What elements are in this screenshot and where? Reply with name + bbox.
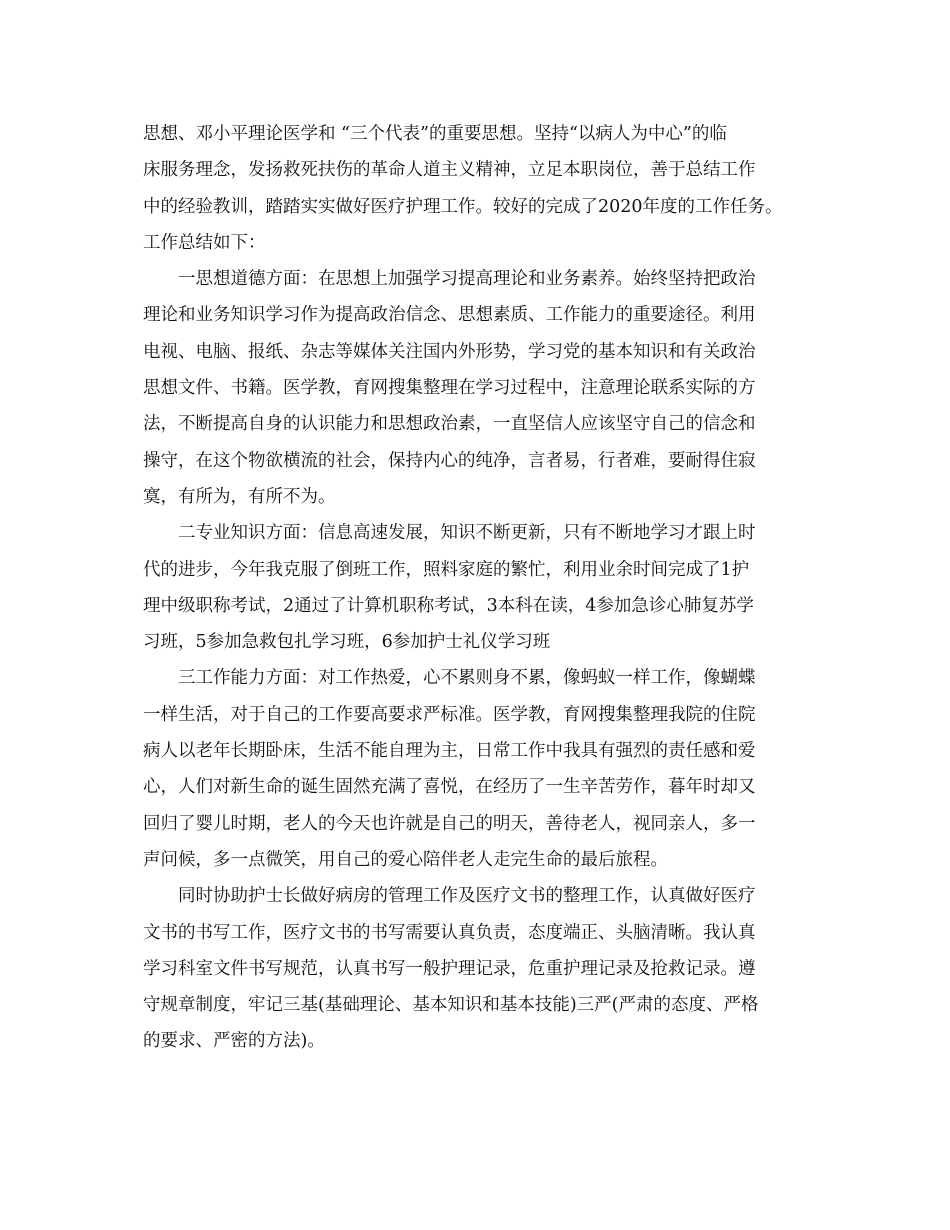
- text-line: 思想、邓小平理论医学和 “三个代表”的重要思想。坚持“以病人为中心”的临: [143, 124, 727, 144]
- text-line: 思想文件、书籍。医学教，育网搜集整理在学习过程中，注意理论联系实际的方: [143, 378, 756, 399]
- text-line: 声问候，多一点微笑，用自己的爱心陪伴老人走完生命的最后旅程。: [143, 849, 668, 870]
- paragraph-ideology: [143, 261, 823, 515]
- paragraph-ability: [143, 660, 823, 878]
- text-line: 习班，5参加急救包扎学习班，6参加护士礼仪学习班: [143, 632, 551, 653]
- text-line: 回归了婴儿时期，老人的今天也许就是自己的明天，善待老人，视同亲人，多一: [143, 813, 756, 834]
- document-body: [143, 116, 823, 1060]
- text-line: 电视、电脑、报纸、杂志等媒体关注国内外形势，学习党的基本知识和有关政治: [143, 341, 756, 362]
- text-line: 心，人们对新生命的诞生固然充满了喜悦，在经历了一生辛苦劳作，暮年时却又: [143, 777, 756, 798]
- text-line: 文书的书写工作，医疗文书的书写需要认真负责，态度端正、头脑清晰。我认真: [143, 922, 756, 943]
- text-line: 的要求、严密的方法)。: [143, 1031, 325, 1052]
- text-line: 法，不断提高自身的认识能力和思想政治素，一直坚信人应该坚守自己的信念和: [143, 414, 756, 435]
- text-line: 床服务理念，发扬救死扶伤的革命人道主义精神，立足本职岗位，善于总结工作: [143, 160, 756, 181]
- text-line: 病人以老年长期卧床，生活不能自理为主，日常工作中我具有强烈的责任感和爱: [143, 741, 756, 762]
- text-line: 寞，有所为，有所不为。: [143, 486, 336, 507]
- text-line: 一思想道德方面：在思想上加强学习提高理论和业务素养。始终坚持把政治: [178, 269, 756, 290]
- text-line: 同时协助护士长做好病房的管理工作及医疗文书的整理工作，认真做好医疗: [178, 886, 756, 907]
- paragraph-documents: [143, 878, 823, 1059]
- text-line: 操守，在这个物欲横流的社会，保持内心的纯净，言者易，行者难，要耐得住寂: [143, 450, 756, 471]
- text-line: 三工作能力方面：对工作热爱，心不累则身不累，像蚂蚁一样工作，像蝴蝶: [178, 668, 756, 689]
- text-line: 代的进步，今年我克服了倒班工作，照料家庭的繁忙，利用业余时间完成了1护: [143, 559, 750, 580]
- text-line: 理中级职称考试，2通过了计算机职称考试，3本科在读，4参加急诊心肺复苏学: [143, 595, 754, 616]
- text-line: 二专业知识方面：信息高速发展，知识不断更新，只有不断地学习才跟上时: [178, 523, 756, 544]
- text-line: 中的经验教训，踏踏实实做好医疗护理工作。较好的完成了2020年度的工作任务。: [143, 196, 783, 217]
- paragraph-professional: [143, 515, 823, 660]
- text-line: 学习科室文件书写规范，认真书写一般护理记录，危重护理记录及抢救记录。遵: [143, 958, 756, 979]
- text-line: 理论和业务知识学习作为提高政治信念、思想素质、工作能力的重要途径。利用: [143, 305, 756, 326]
- paragraph-intro: [143, 116, 823, 261]
- text-line: 守规章制度，牢记三基(基础理论、基本知识和基本技能)三严(严肃的态度、严格: [143, 995, 759, 1016]
- text-line: 工作总结如下：: [143, 232, 266, 253]
- text-line: 一样生活，对于自己的工作要高要求严标准。医学教，育网搜集整理我院的住院: [143, 704, 756, 725]
